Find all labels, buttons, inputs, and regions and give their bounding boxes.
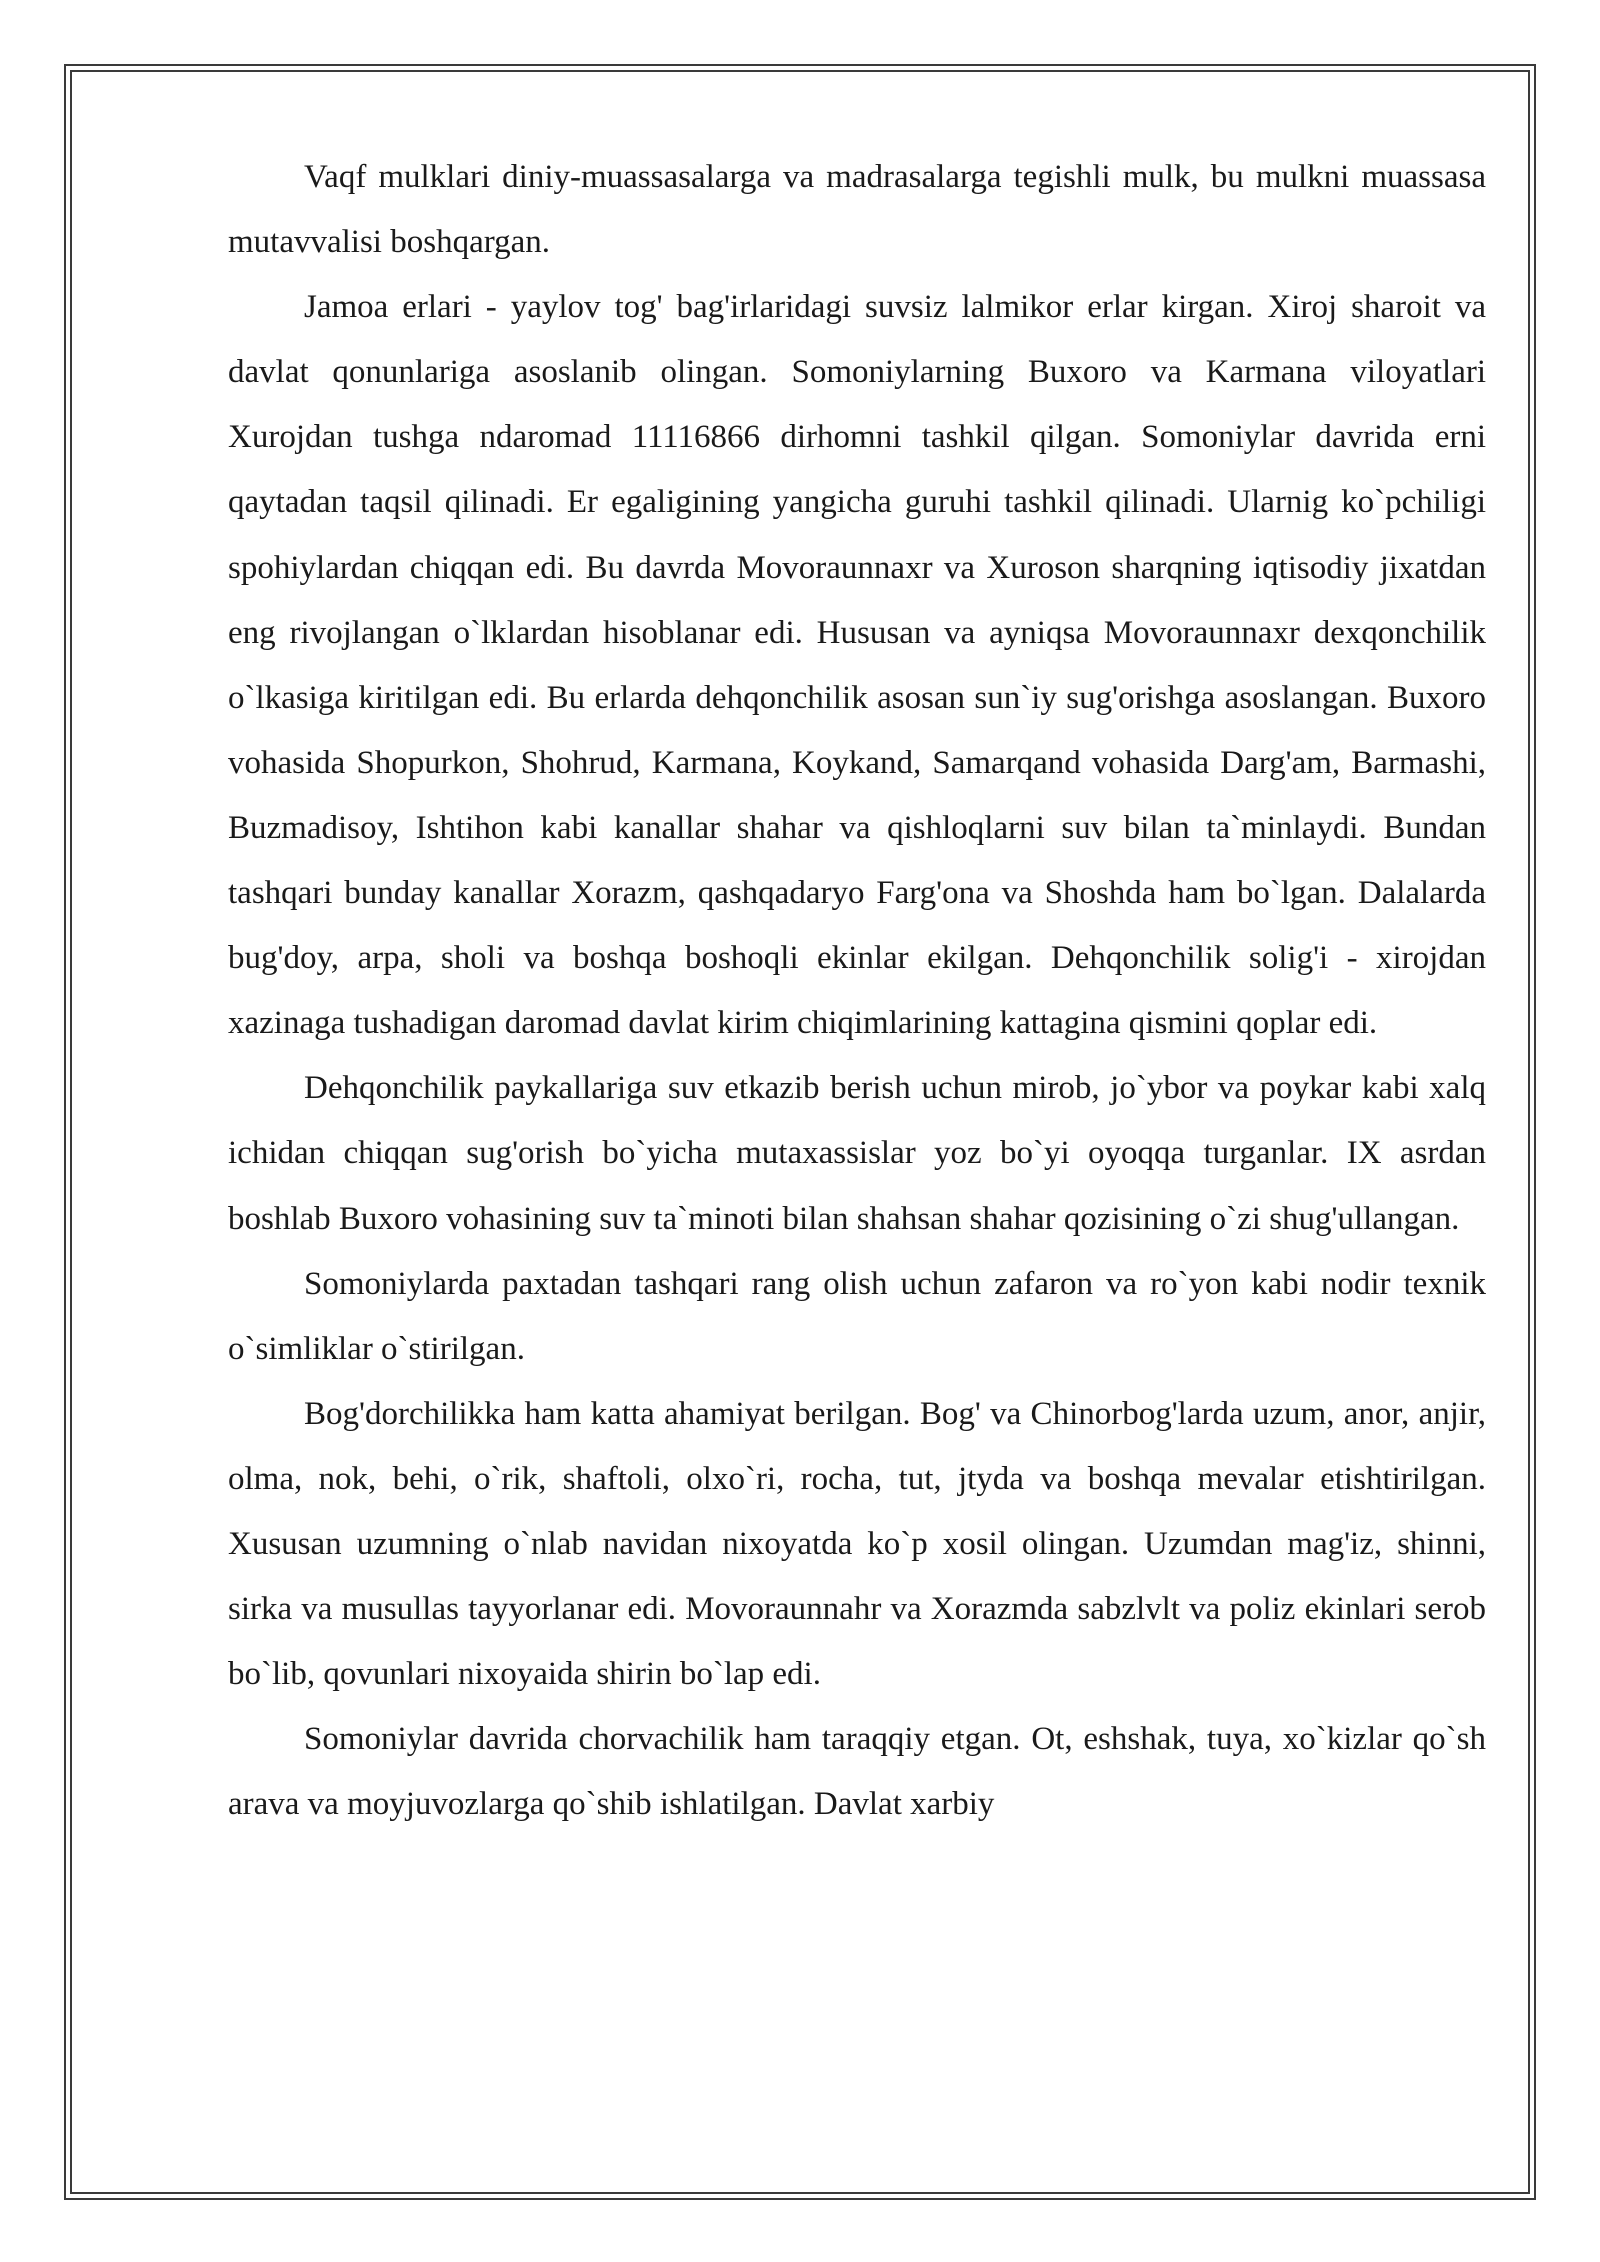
paragraph-irrigation: Dehqonchilik paykallariga suv etkazib berish uchun mirob, jo`ybor va poykar kabi xalq ichidan chiqqan sug'orish bo`yicha mutaxassislar yoz bo`yi oyoqqa turganlar. IX asrdan boshlab Buxoro vohasining suv ta`minoti bilan shahsan shahar qozisining o`zi shug'ullangan. — [228, 1070, 1486, 1237]
paragraph-technical-plants: Somoniylarda paxtadan tashqari rang olish uchun zafaron va ro`yon kabi nodir texnik o`simliklar o`stirilgan. — [228, 1265, 1486, 1367]
paragraph-horticulture: Bog'dorchilikka ham katta ahamiyat berilgan. Bog' va Chinorbog'larda uzum, anor, anjir, olma, nok, behi, o`rik, shaftoli, olxo`ri, rocha, tut, jtyda va boshqa mevalar etishtirilgan. Xususan uzumning o`nlab navidan nixoyatda ko`p xosil olingan. Uzumdan mag'iz, shinni, sirka va musullas tayyorlanar edi. Movoraunnahr va Xorazmda sabzlvlt va poliz ekinlari serob bo`lib, qovunlari nixoyaida shirin bo`lap edi. — [228, 1395, 1486, 1693]
paragraph-vaqf: Vaqf mulklari diniy-muassasalarga va madrasalarga tegishli mulk, bu mulkni muassasa mutavvalisi boshqargan. — [228, 159, 1486, 261]
document-body — [228, 145, 1486, 1837]
paragraph-livestock: Somoniylar davrida chorvachilik ham taraqqiy etgan. Ot, eshshak, tuya, xo`kizlar qo`sh arava va moyjuvozlarga qo`shib ishlatilgan. Davlat xarbiy — [228, 1721, 1486, 1823]
paragraph-jamoa-erlari: Jamoa erlari - yaylov tog' bag'irlaridagi suvsiz lalmikor erlar kirgan. Xiroj sharoit va davlat qonunlariga asoslanib olingan. Somoniylarning Buxoro va Karmana viloyatlari Xurojdan tushga ndaromad 11116866 dirhomni tashkil qilgan. Somoniylar davrida erni qaytadan taqsil qilinadi. Er egaligining yangicha guruhi tashkil qilinadi. Ularnig ko`pchiligi spohiylardan chiqqan edi. Bu davrda Movoraunnaxr va Xuroson sharqning iqtisodiy jixatdan eng rivojlangan o`lklardan hisoblanar edi. Hususan va ayniqsa Movoraunnaxr dexqonchilik o`lkasiga kiritilgan edi. Bu erlarda dehqonchilik asosan sun`iy sug'orishga asoslangan. Buxoro vohasida Shopurkon, Shohrud, Karmana, Koykand, Samarqand vohasida Darg'am, Barmashi, Buzmadisoy, Ishtihon kabi kanallar shahar va qishloqlarni suv bilan ta`minlaydi. Bundan tashqari bunday kanallar Xorazm, qashqadaryo Farg'ona va Shoshda ham bo`lgan. Dalalarda bug'doy, arpa, sholi va boshqa boshoqli ekinlar ekilgan. Dehqonchilik solig'i - xirojdan xazinaga tushadigan daromad davlat kirim chiqimlarining kattagina qismini qoplar edi. — [228, 289, 1486, 1042]
